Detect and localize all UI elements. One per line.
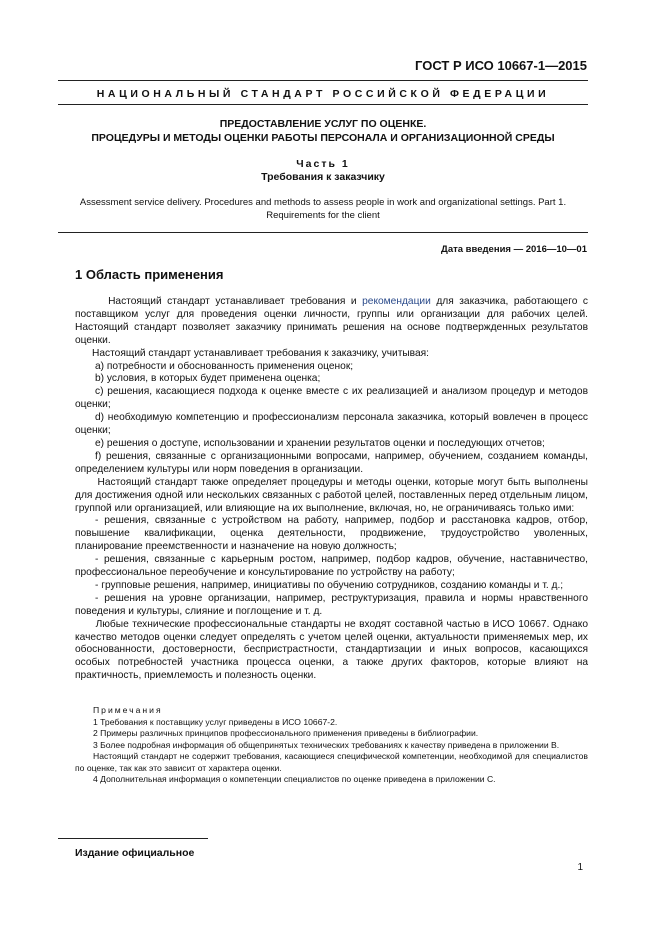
page-number: 1 [577, 862, 583, 873]
list-item-c: c) решения, касающиеся подхода к оценке вместе с их реализацией и анализом процедур и методов оценки; [75, 386, 588, 411]
introduction-date: Дата введения — 2016—10—01 [441, 244, 587, 255]
note-1: 1 Требования к поставщику услуг приведены в ИСО 10667-2. [93, 716, 338, 727]
section-heading: 1 Область применения [75, 267, 224, 282]
footer-rule [58, 838, 208, 839]
recommendations-link[interactable]: рекомендации [362, 296, 431, 307]
paragraph-3: Настоящий стандарт также определяет процедуры и методы оценки, которые могут быть выполнены для достижения одной или нескольких связанных с работой целей, поставленных перед отдельным лицом, группой или организацией, или влияющие на их выполнение, включая, но, не ограничиваясь только ими: [75, 476, 588, 514]
notes-block [75, 705, 588, 786]
dash-item-4: - решения на уровне организации, например, реструктуризация, правила и нормы нравственного поведения и культуры, слияние и поглощение и т. д. [75, 592, 588, 617]
paragraph-2: Настоящий стандарт устанавливает требования к заказчику, учитывая: [91, 347, 429, 359]
dash-item-1: - решения, связанные с устройством на работу, например, подбор и расстановка кадров, отбор, повышение квалификации, оценка деятельности, продвижение, трудоустройство уволенных, планирование преемственности и назначение на новую должность; [75, 515, 588, 553]
note-3-continued: Настоящий стандарт не содержит требования, касающиеся специфической компетенции, необходимой для специалистов по оценке, так как это зависит от характера оценки. [75, 751, 588, 773]
dash-item-2: - решения, связанные с карьерным ростом, например, подбор кадров, обучение, наставничество, профессиональное переобучение и консультирование по устройству на работу; [75, 554, 588, 579]
dash-item-3: - групповые решения, например, инициативы по обучению сотрудников, созданию команды и т. д.; [95, 579, 564, 591]
note-3: 3 Более подробная информация об общепринятых технических требованиях к качеству приведена в приложении В. [93, 739, 560, 750]
note-4: 4 Дополнительная информация о компетенции специалистов по оценке приведена в приложении С. [93, 774, 496, 784]
top-rule [58, 80, 588, 81]
list-item-b: b) условия, в которых будет применена оценка; [95, 373, 321, 385]
title-line-2: ПРОЦЕДУРЫ И МЕТОДЫ ОЦЕНКИ РАБОТЫ ПЕРСОНАЛА И ОРГАНИЗАЦИОННОЙ СРЕДЫ [91, 132, 555, 144]
english-title-line-1: Assessment service delivery. Procedures and methods to assess people in work and organizational settings. Part 1. [79, 197, 567, 208]
list-item-d: d) необходимую компетенцию и профессионализм персонала заказчика, который вовлечен в процесс оценки; [75, 412, 588, 437]
section-body [75, 296, 588, 683]
official-edition-label: Издание официальное [75, 847, 195, 859]
national-standard-label: НАЦИОНАЛЬНЫЙ СТАНДАРТ РОССИЙСКОЙ ФЕДЕРАЦИИ [96, 88, 550, 100]
title-line-1: ПРЕДОСТАВЛЕНИЕ УСЛУГ ПО ОЦЕНКЕ. [219, 118, 427, 130]
list-item-a: а) потребности и обоснованность применения оценок; [95, 360, 354, 372]
paragraph-4: Любые технические профессиональные стандарты не входят составной частью в ИСО 10667. Однако качество методов оценки следует определять с учетом целей оценки, актуальности применяемых мер, их обоснованности, достоверности, беспристрастности, стандартизации и иных вопросов, касающихся особых потребностей участника процесса оценки, а также других факторов, которые влияют на практичность, приемлемость и полезность оценки. [75, 618, 589, 682]
part-label: Часть 1 [296, 158, 350, 170]
note-2: 2 Примеры различных принципов профессионального применения приведены в библиографии. [93, 728, 479, 738]
list-item-e: e) решения о доступе, использовании и хранении результатов оценки и последующих отчетов; [95, 437, 545, 449]
paragraph-1: Настоящий стандарт устанавливает требования и рекомендации для заказчика, работающего с поставщиком услуг для проведения оценки личности, группы или организации для рабочих целей. Настоящий стандарт позволяет заказчику принимать решения на основе подтвержденных результатов оценки. [75, 296, 588, 346]
title-rule [58, 232, 588, 233]
document-code: ГОСТ Р ИСО 10667-1—2015 [415, 58, 587, 73]
list-item-f: f) решения, связанные с организационными вопросами, например, обучением, созданием команды, определением культуры или норм поведения в организации. [75, 450, 588, 475]
notes-heading: Примечания [93, 705, 163, 715]
english-title-line-2: Requirements for the client [266, 210, 380, 221]
second-rule [58, 104, 588, 105]
part-subtitle: Требования к заказчику [261, 171, 385, 183]
